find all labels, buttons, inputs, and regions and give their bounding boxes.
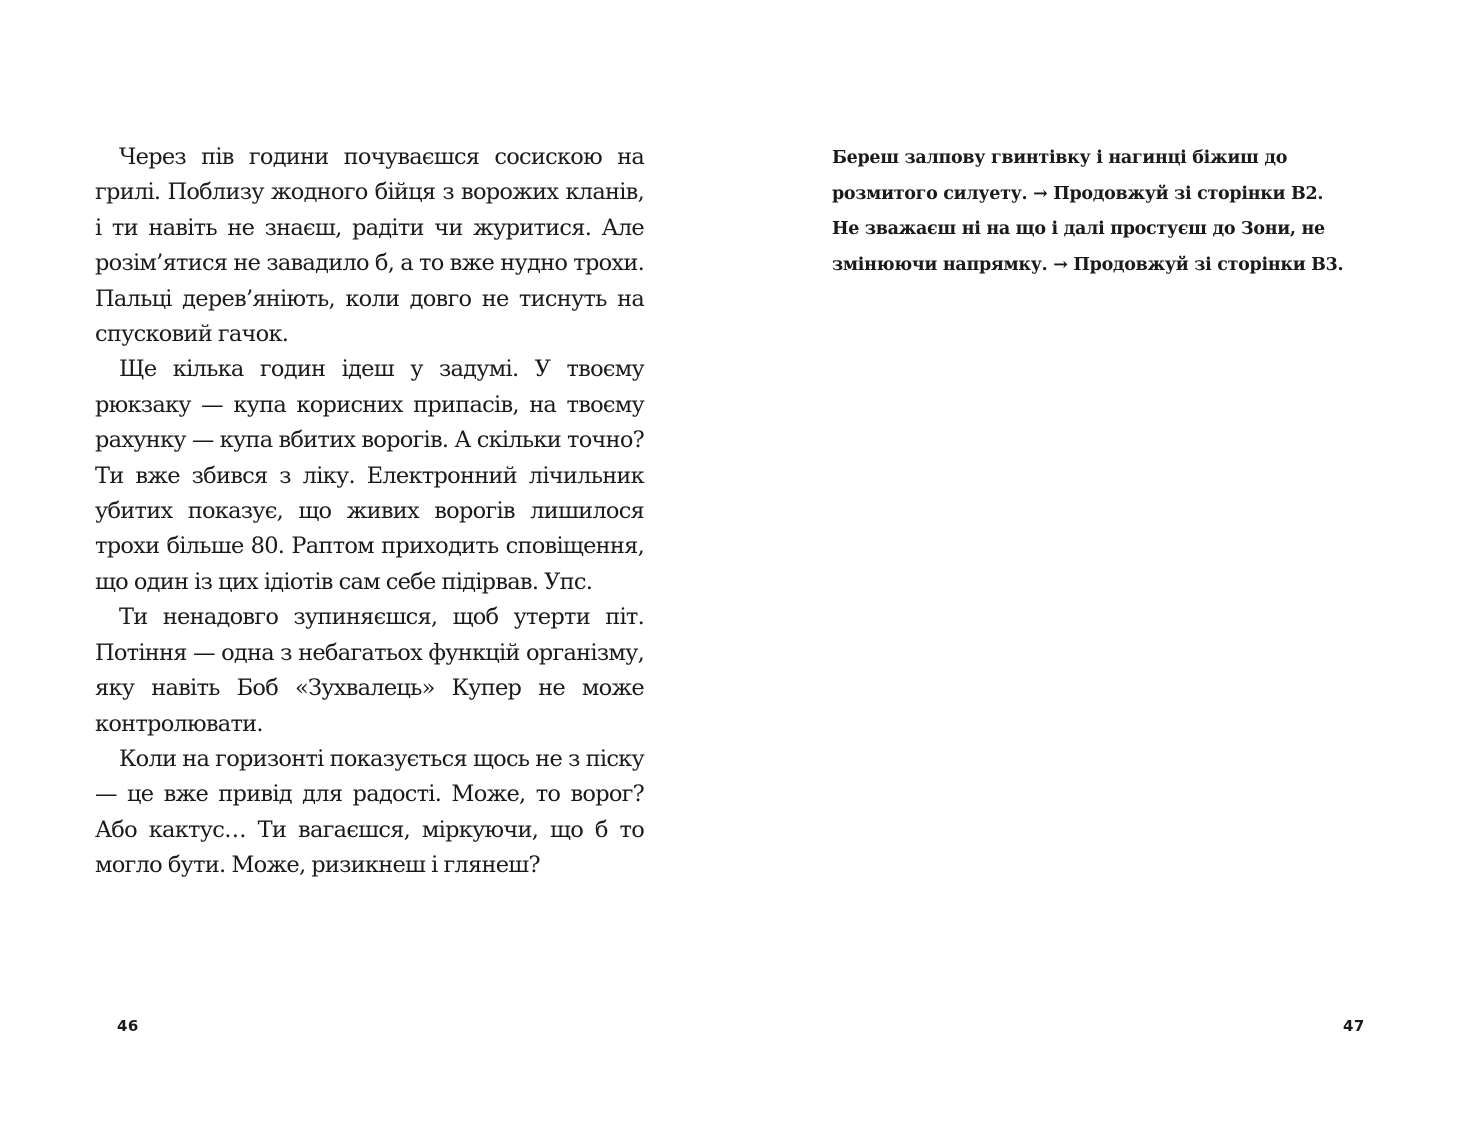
page-number: 47 xyxy=(1343,1017,1365,1035)
story-paragraph: Ще кілька годин ідеш у задумі. У твоєму рюкзаку — купа корисних припасів, на твоєму рахунку — купа вбитих ворогів. А скільки точно? Ти вже збився з ліку. Електронний лічильник убитих показує, що живих ворогів лишилося трохи більше 80. Раптом приходить сповіщення, що один із цих ідіотів сам себе підірвав. Упс. xyxy=(95,356,644,595)
choice-option: Береш залпову гвинтівку і нагинці біжиш до розмитого силуету. → Продовжуй зі сторінки B2. xyxy=(832,148,1324,204)
choice-list xyxy=(832,141,1352,283)
story-paragraph: Ти ненадовго зупиняєшся, щоб утерти піт. Потіння — одна з небагатьох функцій організму, яку навіть Боб «Зухвалець» Купер не може контролювати. xyxy=(95,604,644,737)
story-paragraph: Через пів години почуваєшся сосискою на грилі. Поблизу жодного бійця з ворожих кланів, і ти навіть не знаєш, радіти чи журитися. Але розім’ятися не завадило б, а то вже нудно трохи. Пальці дерев’яніють, коли довго не тиснуть на спусковий гачок. xyxy=(95,144,644,348)
story-text xyxy=(95,140,644,884)
story-paragraph: Коли на горизонті показується щось не з піску — це вже привід для радості. Може, то ворог? Або кактус… Ти вагаєшся, міркуючи, що б то могло бути. Може, ризикнеш і глянеш? xyxy=(95,745,644,879)
choice-option: Не зважаєш ні на що і далі простуєш до Зони, не змінюючи напрямку. → Продовжуй зі сторінки B3. xyxy=(832,219,1344,275)
right-page xyxy=(738,0,1476,1122)
page-number: 46 xyxy=(117,1017,139,1035)
